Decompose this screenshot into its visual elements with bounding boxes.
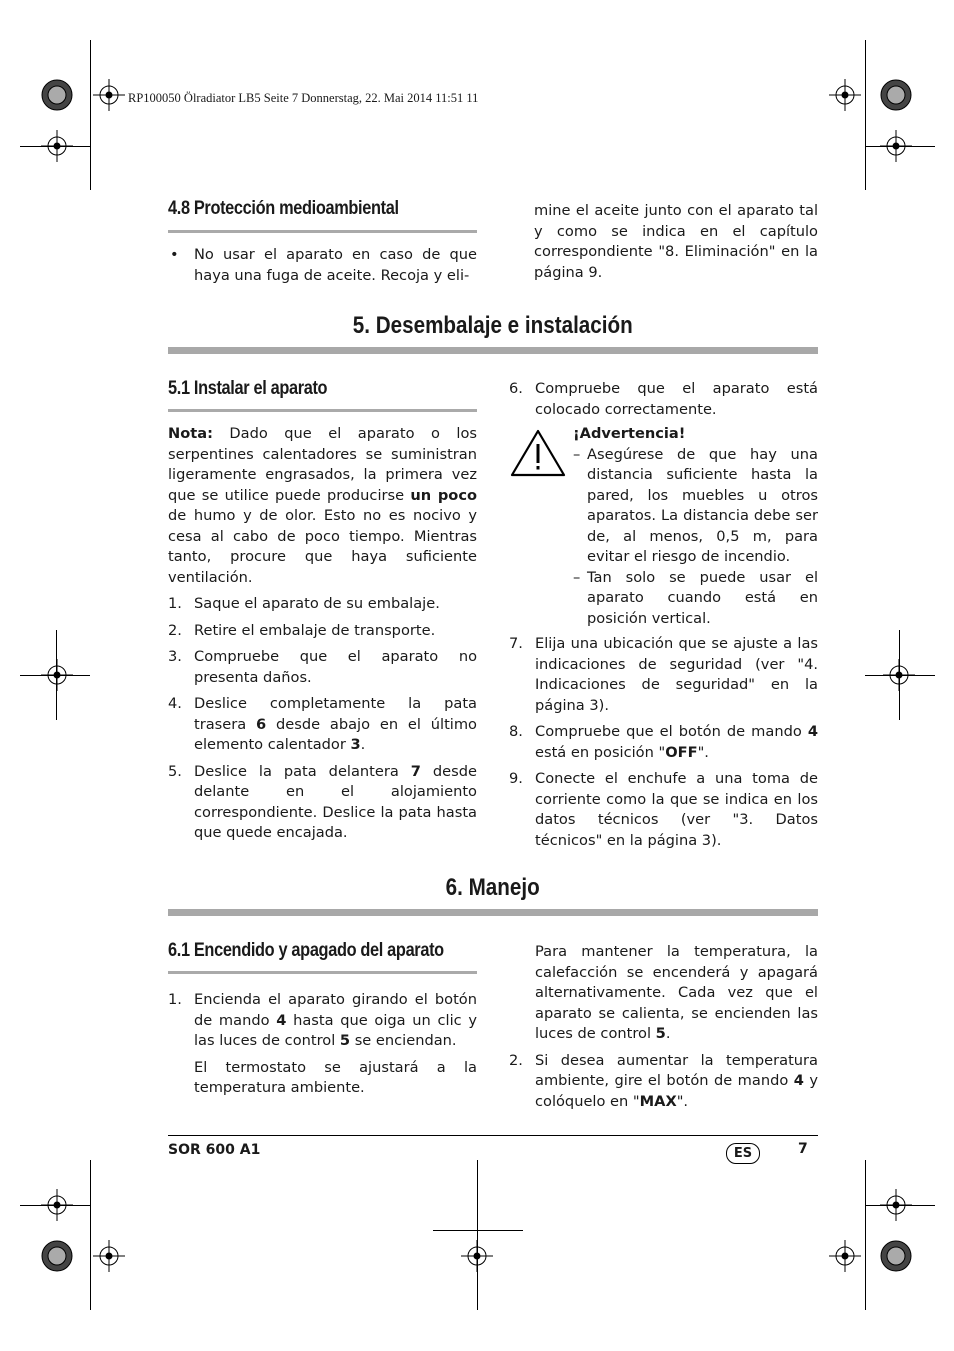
section-heading-6-1: 6.1 Encendido y apagado del aparato <box>168 940 444 961</box>
section-heading-4-8: 4.8 Protección medioambiental <box>168 198 399 219</box>
chapter-rule <box>168 909 818 916</box>
list-item: 7. Elija una ubicación que se ajuste a las indicaciones de seguridad (ver "4. Indicaciones de seguridad" en la página 3). <box>509 635 818 714</box>
temperature-paragraph: Para mantener la temperatura, la calefacción se encenderá y apagará alternativamente. Cada vez que el aparato se calienta, se encienden las luces de control 5. <box>535 943 818 1042</box>
section-heading-5-1: 5.1 Instalar el aparato <box>168 378 328 399</box>
list-item: 8. Compruebe que el botón de mando 4 está en posición "OFF". <box>509 723 818 761</box>
list-item: 2. Retire el embalaje de transporte. <box>168 621 436 639</box>
list-item: 5. Deslice la pata delantera 7 desde delante en el alojamiento correspondiente. Deslice la pata hasta que quede encajada. <box>168 762 477 841</box>
left-column-5-1 <box>168 424 477 850</box>
warning-item: – Tan solo se puede usar el aparato cuando está en posición vertical. <box>573 568 818 630</box>
warning-block <box>573 424 818 629</box>
right-column-6-1 <box>509 942 818 1118</box>
warning-item: – Asegúrese de que hay una distancia suficiente hasta la pared, los muebles u otros aparatos. La distancia debe ser de, al menos, 0,5 m, para evitar el riesgo de incendio. <box>573 445 818 568</box>
list-item: 1. Saque el aparato de su embalaje. <box>168 595 440 612</box>
chapter-rule <box>168 347 818 354</box>
chapter-title-5: 5. Desembalaje e instalación <box>353 312 633 339</box>
install-steps-list <box>168 594 477 844</box>
env-bullet-left: • No usar el aparato en caso de que haya una fuga de aceite. Recoja y eli- <box>170 246 477 284</box>
footer-model: SOR 600 A1 <box>168 1142 261 1158</box>
thermostat-note: El termostato se ajustará a la temperatura ambiente. <box>194 1058 477 1096</box>
heading-rule <box>168 230 477 233</box>
page-number: 7 <box>798 1141 808 1157</box>
left-column-6-1 <box>168 990 477 1099</box>
note-paragraph: Nota: Dado que el aparato o los serpentines calentadores se suministran ligeramente engrasados, la primera vez que se utilice puede producirse un poco de humo y de olor. Esto no es nocivo y cesa al cabo de poco tiempo. Mientras tanto, procure que haya suficiente ventilación. <box>168 425 478 586</box>
warning-triangle-icon <box>510 428 566 478</box>
chapter-title-6: 6. Manejo <box>445 874 541 901</box>
list-item: 1. Encienda el aparato girando el botón de mando 4 hasta que oiga un clic y las luces de control 5 se enciendan. <box>168 991 477 1049</box>
footer-rule <box>168 1135 818 1136</box>
list-item: 4. Deslice completamente la pata trasera 6 desde abajo en el último elemento calentador 3. <box>168 695 477 753</box>
list-item: 6. Compruebe que el aparato está colocado correctamente. <box>509 380 818 418</box>
heading-rule <box>168 971 477 974</box>
warning-title: ¡Advertencia! <box>573 425 686 442</box>
print-slug: RP100050 Ölradiator LB5 Seite 7 Donnerstag, 22. Mai 2014 11:51 11 <box>128 91 479 105</box>
right-column-5-1 <box>509 379 818 426</box>
right-column-5-1-cont <box>509 634 818 857</box>
list-item: 9. Conecte el enchufe a una toma de corriente como la que se indica en los datos técnicos (ver "3. Datos técnicos" en la página 3). <box>509 770 818 849</box>
env-bullet-right: mine el aceite junto con el aparato tal y como se indica en el capítulo correspondiente "8. Eliminación" en la página 9. <box>534 202 818 281</box>
language-badge: ES <box>726 1143 760 1164</box>
list-item: 3. Compruebe que el aparato no presenta daños. <box>168 648 477 686</box>
list-item: 2. Si desea aumentar la temperatura ambiente, gire el botón de mando 4 y colóquelo en "MAX". <box>509 1051 819 1110</box>
heading-rule <box>168 409 477 412</box>
